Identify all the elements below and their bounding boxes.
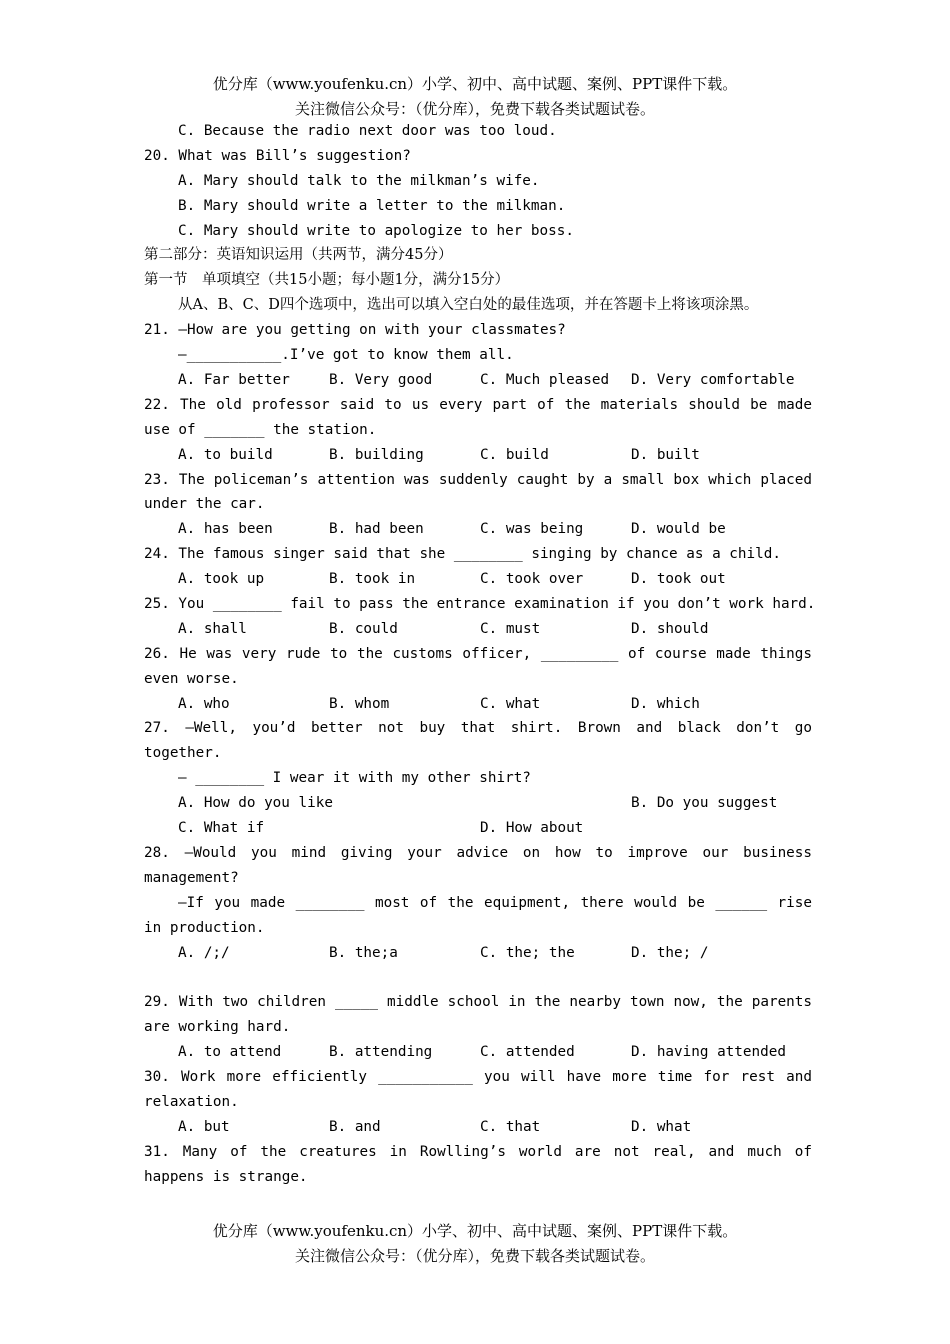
q28-stem: 28. —Would you mind giving your advice on how to improve our business management? xyxy=(144,844,812,886)
q27-options-row2 xyxy=(144,816,812,841)
q24-option-b: B. took in xyxy=(329,571,416,588)
q30-option-d: D. what xyxy=(631,1118,692,1135)
q20-option-b: B. Mary should write a letter to the milkman. xyxy=(178,197,566,214)
q21-response: —___________.I’ve got to know them all. xyxy=(178,347,514,364)
q23-option-b: B. had been xyxy=(329,521,424,538)
q25-option-b: B. could xyxy=(329,620,398,637)
q27-stem: 27. —Well, you’d better not buy that shirt. Brown and black don’t go together. xyxy=(144,720,812,762)
q26-option-c: C. what xyxy=(480,695,541,712)
q30-stem: 30. Work more efficiently ___________ you will have more time for rest and relaxation. xyxy=(144,1069,812,1110)
q28-response: —If you made ________ most of the equipment, there would be ______ rise in production. xyxy=(144,894,812,936)
footer-line-2: 关注微信公众号：（优分库），免费下载各类试题试卷。 xyxy=(294,1247,655,1265)
q26-options xyxy=(144,692,812,717)
q29-option-c: C. attended xyxy=(480,1044,575,1061)
q20-stem: 20. What was Bill’s suggestion? xyxy=(144,147,411,164)
footer-line-1: 优分库（www.youfenku.cn）小学、初中、高中试题、案例、PPT课件下载。 xyxy=(212,1222,738,1240)
q27-response: — ________ I wear it with my other shirt? xyxy=(178,770,531,787)
q21-options xyxy=(144,368,812,393)
header-line-2: 关注微信公众号：（优分库），免费下载各类试题试卷。 xyxy=(294,100,655,118)
spacer xyxy=(144,965,812,990)
q26-option-b: B. whom xyxy=(329,695,390,712)
section1-title: 第一节 单项填空（共15小题；每小题1分，满分15分） xyxy=(144,272,510,289)
q21-option-c: C. Much pleased xyxy=(480,371,610,388)
q21-option-b: B. Very good xyxy=(329,371,433,388)
q24-option-d: D. took out xyxy=(631,571,726,588)
q23-option-c: C. was being xyxy=(480,521,584,538)
q27-option-d: D. How about xyxy=(480,820,584,837)
q29-stem: 29. With two children _____ middle school in the nearby town now, the parents are working hard. xyxy=(144,994,812,1036)
q29-option-b: B. attending xyxy=(329,1044,433,1061)
exam-content xyxy=(144,119,816,1190)
q22-option-a: A. to build xyxy=(178,446,273,463)
q26-option-a: A. who xyxy=(178,695,230,712)
q25-option-a: A. shall xyxy=(178,620,247,637)
q25-option-c: C. must xyxy=(480,620,541,637)
q29-option-a: A. to attend xyxy=(178,1044,282,1061)
q27-option-a: A. How do you like xyxy=(178,795,333,812)
q26-option-d: D. which xyxy=(631,695,700,712)
section1-instruction: 从A、B、C、D四个选项中，选出可以填入空白处的最佳选项，并在答题卡上将该项涂黑。 xyxy=(178,297,759,314)
q19-option-c: C. Because the radio next door was too loud. xyxy=(178,123,557,139)
q24-options xyxy=(144,567,812,592)
q26-stem: 26. He was very rude to the customs officer, _________ of course made things even worse. xyxy=(144,645,812,687)
q28-option-a: A. /;/ xyxy=(178,944,230,961)
q20-option-c: C. Mary should write to apologize to her boss. xyxy=(178,222,574,239)
q29-options xyxy=(144,1040,812,1065)
q21-option-a: A. Far better xyxy=(178,371,290,388)
q22-option-b: B. building xyxy=(329,446,424,463)
q25-option-d: D. should xyxy=(631,620,709,637)
q22-option-d: D. built xyxy=(631,446,700,463)
q28-option-b: B. the;a xyxy=(329,944,398,961)
q28-option-c: C. the; the xyxy=(480,944,575,961)
q27-option-c: C. What if xyxy=(178,820,265,837)
q27-options-row1 xyxy=(144,791,812,816)
q30-option-b: B. and xyxy=(329,1118,381,1135)
part2-title: 第二部分：英语知识运用（共两节，满分45分） xyxy=(144,247,453,264)
q30-option-c: C. that xyxy=(480,1118,541,1135)
q21-option-d: D. Very comfortable xyxy=(631,371,795,388)
q28-option-d: D. the; / xyxy=(631,944,709,961)
q29-option-d: D. having attended xyxy=(631,1044,786,1061)
q24-option-c: C. took over xyxy=(480,571,584,588)
q25-stem: 25. You ________ fail to pass the entrance examination if you don’t work hard. xyxy=(144,596,816,612)
q25-options xyxy=(144,617,812,642)
q28-options xyxy=(144,941,812,966)
q23-options xyxy=(144,517,812,542)
q23-option-d: D. would be xyxy=(631,521,726,538)
q27-option-b: B. Do you suggest xyxy=(631,795,778,812)
q24-option-a: A. took up xyxy=(178,571,265,588)
q24-stem: 24. The famous singer said that she ________ singing by chance as a child. xyxy=(144,546,781,563)
q23-stem: 23. The policeman’s attention was suddenly caught by a small box which placed under the car. xyxy=(144,471,812,513)
q31-stem: 31. Many of the creatures in Rowlling’s world are not real, and much of happens is strange. xyxy=(144,1143,812,1185)
header-line-1: 优分库（www.youfenku.cn）小学、初中、高中试题、案例、PPT课件下载。 xyxy=(212,75,738,93)
q22-stem: 22. The old professor said to us every part of the materials should be made use of _______ the station. xyxy=(144,396,812,438)
q20-option-a: A. Mary should talk to the milkman’s wife. xyxy=(178,172,540,189)
q22-option-c: C. build xyxy=(480,446,549,463)
q23-option-a: A. has been xyxy=(178,521,273,538)
q30-options xyxy=(144,1115,812,1140)
q30-option-a: A. but xyxy=(178,1118,230,1135)
q22-options xyxy=(144,443,812,468)
q21-stem: 21. —How are you getting on with your classmates? xyxy=(144,322,566,339)
